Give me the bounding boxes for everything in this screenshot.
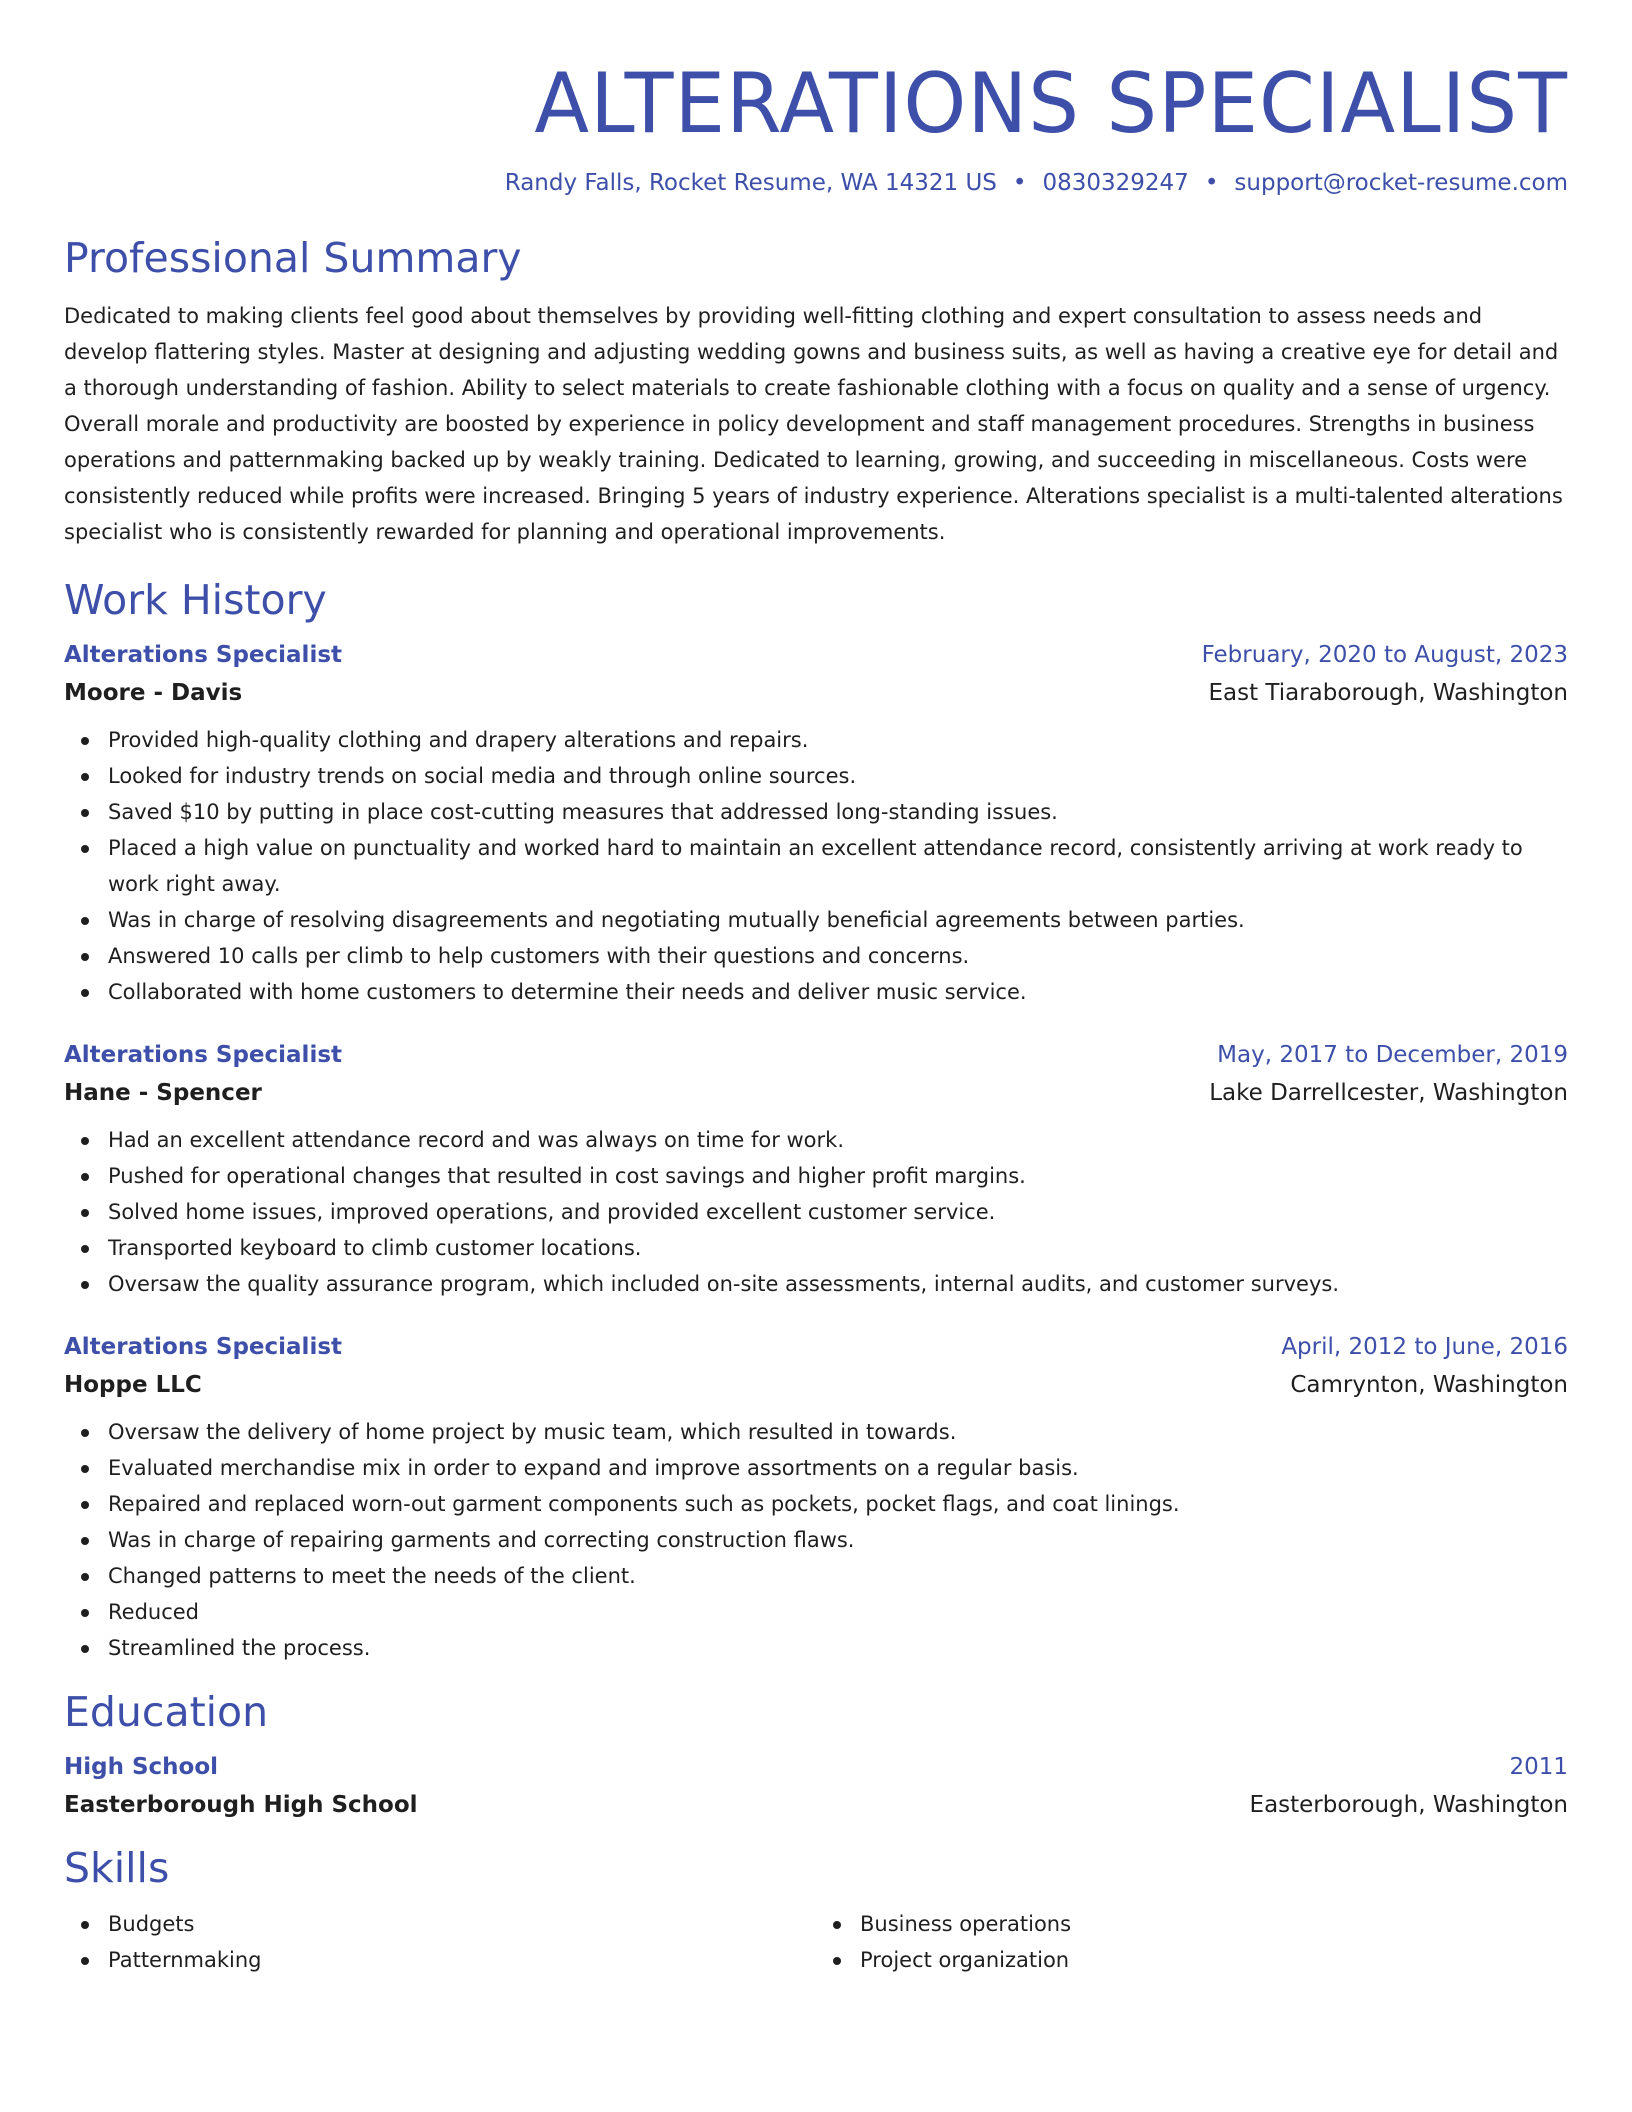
contact-separator: • bbox=[1012, 170, 1027, 196]
job-dates: February, 2020 to August, 2023 bbox=[1201, 642, 1568, 668]
bullet-item: Collaborated with home customers to determine their needs and deliver music service. bbox=[108, 974, 1568, 1010]
education-school: Easterborough High School bbox=[64, 1792, 418, 1818]
job-location: Camrynton, Washington bbox=[1290, 1372, 1568, 1398]
education-location: Easterborough, Washington bbox=[1249, 1792, 1568, 1818]
job-title: Alterations Specialist bbox=[64, 1042, 343, 1068]
job-company: Hane - Spencer bbox=[64, 1080, 262, 1106]
bullet-item: Changed patterns to meet the needs of the client. bbox=[108, 1558, 1568, 1594]
job-company: Moore - Davis bbox=[64, 680, 243, 706]
bullet-item: Was in charge of resolving disagreements and negotiating mutually beneficial agreements between parties. bbox=[108, 902, 1568, 938]
summary-heading: Professional Summary bbox=[64, 234, 522, 282]
education-degree: High School bbox=[64, 1754, 219, 1780]
bullet-item: Streamlined the process. bbox=[108, 1630, 1568, 1666]
bullet-item: Provided high-quality clothing and drapery alterations and repairs. bbox=[108, 722, 1568, 758]
job-location: Lake Darrellcester, Washington bbox=[1209, 1080, 1568, 1106]
bullet-item: Had an excellent attendance record and was always on time for work. bbox=[108, 1122, 1568, 1158]
skills-column-right bbox=[816, 1906, 1568, 1978]
bullet-item: Was in charge of repairing garments and correcting construction flaws. bbox=[108, 1522, 1568, 1558]
skill-item: Business operations bbox=[860, 1906, 1568, 1942]
job-bullets bbox=[64, 1414, 1568, 1666]
bullet-item: Solved home issues, improved operations, and provided excellent customer service. bbox=[108, 1194, 1568, 1230]
bullet-item: Reduced bbox=[108, 1594, 1568, 1630]
work-history-heading: Work History bbox=[64, 576, 327, 624]
bullet-item: Placed a high value on punctuality and worked hard to maintain an excellent attendance record, consistently arriving at work ready to work right away. bbox=[108, 830, 1568, 902]
bullet-item: Repaired and replaced worn-out garment components such as pockets, pocket flags, and coat linings. bbox=[108, 1486, 1568, 1522]
contact-phone: 0830329247 bbox=[1042, 170, 1189, 196]
contact-separator: • bbox=[1204, 170, 1219, 196]
bullet-item: Looked for industry trends on social media and through online sources. bbox=[108, 758, 1568, 794]
bullet-item: Answered 10 calls per climb to help customers with their questions and concerns. bbox=[108, 938, 1568, 974]
bullet-item: Evaluated merchandise mix in order to expand and improve assortments on a regular basis. bbox=[108, 1450, 1568, 1486]
skill-item: Project organization bbox=[860, 1942, 1568, 1978]
job-entry bbox=[64, 1040, 1568, 1302]
contact-line bbox=[64, 168, 1568, 198]
skill-item: Budgets bbox=[108, 1906, 816, 1942]
job-dates: May, 2017 to December, 2019 bbox=[1217, 1042, 1568, 1068]
resume-title: ALTERATIONS SPECIALIST bbox=[534, 55, 1568, 152]
skills-column-left bbox=[64, 1906, 816, 1978]
summary-text: Dedicated to making clients feel good about themselves by providing well-fitting clothing and expert consultation to assess needs and develop flattering styles. Master at designing and adjusting wedding gowns and business suits, as well as having a creative eye for detail and a thorough understanding of fashion. Ability to select materials to create fashionable clothing with a focus on quality and a sense of urgency. Overall morale and productivity are boosted by experience in policy development and staff management procedures. Strengths in business operations and patternmaking backed up by weakly training. Dedicated to learning, growing, and succeeding in miscellaneous. Costs were consistently reduced while profits were increased. Bringing 5 years of industry experience. Alterations specialist is a multi-talented alterations specialist who is consistently rewarded for planning and operational improvements. bbox=[64, 304, 1563, 544]
job-entry bbox=[64, 640, 1568, 1010]
job-location: East Tiaraborough, Washington bbox=[1208, 680, 1568, 706]
education-heading: Education bbox=[64, 1688, 269, 1736]
bullet-item: Oversaw the quality assurance program, which included on-site assessments, internal audits, and customer surveys. bbox=[108, 1266, 1568, 1302]
education-entry bbox=[64, 1752, 1568, 1820]
job-entry bbox=[64, 1332, 1568, 1666]
bullet-item: Transported keyboard to climb customer locations. bbox=[108, 1230, 1568, 1266]
job-bullets bbox=[64, 1122, 1568, 1302]
bullet-item: Pushed for operational changes that resulted in cost savings and higher profit margins. bbox=[108, 1158, 1568, 1194]
job-title: Alterations Specialist bbox=[64, 642, 343, 668]
skill-item: Patternmaking bbox=[108, 1942, 816, 1978]
job-bullets bbox=[64, 722, 1568, 1010]
bullet-item: Saved $10 by putting in place cost-cutting measures that addressed long-standing issues. bbox=[108, 794, 1568, 830]
job-dates: April, 2012 to June, 2016 bbox=[1281, 1334, 1568, 1360]
skills-heading: Skills bbox=[64, 1844, 170, 1892]
contact-email: support@rocket-resume.com bbox=[1234, 170, 1568, 196]
education-year: 2011 bbox=[1509, 1754, 1568, 1780]
contact-address: Randy Falls, Rocket Resume, WA 14321 US bbox=[504, 170, 997, 196]
job-title: Alterations Specialist bbox=[64, 1334, 343, 1360]
job-company: Hoppe LLC bbox=[64, 1372, 202, 1398]
skills-list bbox=[64, 1894, 1568, 1978]
bullet-item: Oversaw the delivery of home project by music team, which resulted in towards. bbox=[108, 1414, 1568, 1450]
